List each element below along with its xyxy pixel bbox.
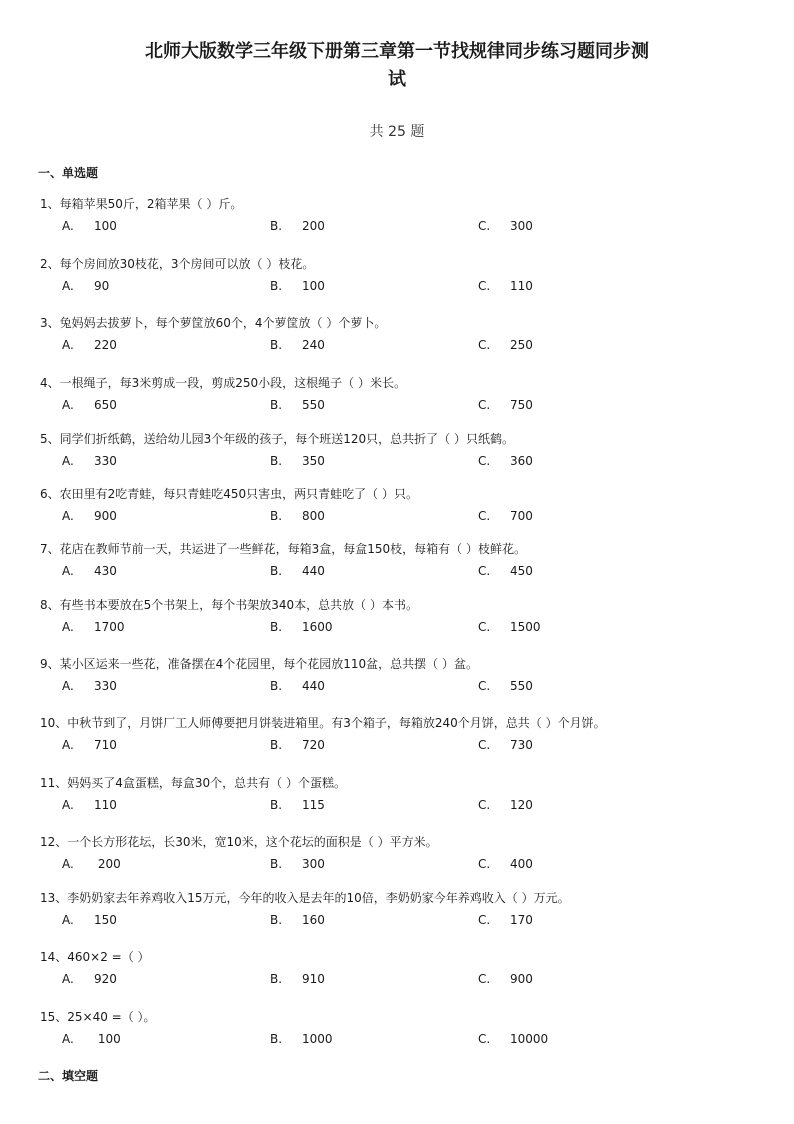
question-stem: 12、一个长方形花坛，长30米，宽10米，这个花坛的面积是（ ）平方米。 [40, 835, 438, 849]
option-b[interactable]: B. 300 [270, 857, 325, 871]
question-item [40, 255, 780, 305]
question-item [40, 430, 780, 480]
option-a[interactable]: A. 430 [62, 564, 117, 578]
option-a[interactable]: A. 330 [62, 454, 117, 468]
option-c-value: 730 [510, 738, 533, 752]
option-b-value: 720 [302, 738, 325, 752]
option-b[interactable]: B. 550 [270, 398, 325, 412]
question-stem: 1、每箱苹果50斤，2箱苹果（ ）斤。 [40, 197, 243, 211]
option-a[interactable]: A. 100 [62, 1032, 121, 1046]
option-b-value: 300 [302, 857, 325, 871]
question-stem: 11、妈妈买了4盒蛋糕，每盒30个，总共有（ ）个蛋糕。 [40, 776, 346, 790]
question-stem: 9、某小区运来一些花，准备摆在4个花园里，每个花园放110盆，总共摆（ ）盆。 [40, 657, 478, 671]
option-a-value: 430 [94, 564, 117, 578]
question-stem: 14、460×2 =（ ） [40, 950, 150, 964]
question-item [40, 314, 780, 364]
option-a[interactable]: A. 650 [62, 398, 117, 412]
option-b-value: 800 [302, 509, 325, 523]
option-b-value: 100 [302, 279, 325, 293]
question-stem: 10、中秋节到了，月饼厂工人师傅要把月饼装进箱里。有3个箱子，每箱放240个月饼，总共（ ）个月饼。 [40, 716, 606, 730]
option-a-value: 150 [94, 913, 117, 927]
option-a-value: 220 [94, 338, 117, 352]
option-c[interactable]: C. 730 [478, 738, 533, 752]
question-item [40, 485, 780, 535]
page-title-line1: 北师大版数学三年级下册第三章第一节找规律同步练习题同步测 [145, 41, 649, 62]
option-b[interactable]: B. 200 [270, 219, 325, 233]
option-c-value: 900 [510, 972, 533, 986]
option-a-value: 1700 [94, 620, 125, 634]
option-b[interactable]: B. 350 [270, 454, 325, 468]
question-stem: 6、农田里有2吃青蛙，每只青蛙吃450只害虫，两只青蛙吃了（ ）只。 [40, 487, 418, 501]
option-b-value: 350 [302, 454, 325, 468]
option-c[interactable]: C. 550 [478, 679, 533, 693]
option-c-value: 450 [510, 564, 533, 578]
option-b[interactable]: B. 440 [270, 564, 325, 578]
option-b-value: 200 [302, 219, 325, 233]
option-c[interactable]: C. 1500 [478, 620, 541, 634]
option-a-value: 200 [94, 857, 121, 871]
option-a-value: 330 [94, 679, 117, 693]
option-a[interactable]: A. 920 [62, 972, 117, 986]
option-a[interactable]: A. 900 [62, 509, 117, 523]
question-stem: 13、李奶奶家去年养鸡收入15万元，今年的收入是去年的10倍，李奶奶家今年养鸡收入（ ）万元。 [40, 891, 570, 905]
option-c[interactable]: C. 170 [478, 913, 533, 927]
question-stem: 2、每个房间放30枝花，3个房间可以放（ ）枝花。 [40, 257, 315, 271]
option-b-value: 1000 [302, 1032, 333, 1046]
option-c-value: 750 [510, 398, 533, 412]
option-a-value: 100 [94, 1032, 121, 1046]
option-c-value: 170 [510, 913, 533, 927]
option-b[interactable]: B. 1600 [270, 620, 333, 634]
option-c-value: 360 [510, 454, 533, 468]
question-stem: 15、25×40 =（ ）。 [40, 1010, 156, 1024]
page-title-line2: 试 [388, 69, 406, 90]
question-item [40, 774, 780, 824]
option-c-value: 120 [510, 798, 533, 812]
option-c[interactable]: C. 750 [478, 398, 533, 412]
option-a-value: 100 [94, 219, 117, 233]
question-item [40, 948, 780, 998]
section-heading-single-choice: 一、单选题 [38, 166, 99, 180]
option-b-value: 240 [302, 338, 325, 352]
option-b[interactable]: B. 1000 [270, 1032, 333, 1046]
option-c[interactable]: C. 400 [478, 857, 533, 871]
option-c-value: 110 [510, 279, 533, 293]
option-c[interactable]: C. 450 [478, 564, 533, 578]
question-item [40, 195, 780, 245]
question-stem: 4、一根绳子，每3米剪成一段，剪成250小段，这根绳子（ ）米长。 [40, 376, 406, 390]
option-c-value: 300 [510, 219, 533, 233]
option-a-value: 650 [94, 398, 117, 412]
question-item [40, 540, 780, 590]
question-stem: 8、有些书本要放在5个书架上，每个书架放340本，总共放（ ）本书。 [40, 598, 418, 612]
option-b[interactable]: B. 910 [270, 972, 325, 986]
question-item [40, 889, 780, 939]
option-b-value: 440 [302, 679, 325, 693]
option-c-value: 250 [510, 338, 533, 352]
option-c-value: 700 [510, 509, 533, 523]
option-c-value: 1500 [510, 620, 541, 634]
option-a-value: 90 [94, 279, 110, 293]
option-b-value: 910 [302, 972, 325, 986]
option-c[interactable]: C. 10000 [478, 1032, 549, 1046]
question-stem: 3、兔妈妈去拔萝卜，每个萝筐放60个，4个萝筐放（ ）个萝卜。 [40, 316, 387, 330]
option-a[interactable]: A. 90 [62, 279, 110, 293]
question-stem: 5、同学们折纸鹤，送给幼儿园3个年级的孩子，每个班送120只，总共折了（ ）只纸鹤。 [40, 432, 514, 446]
section-heading-fill-in: 二、填空题 [38, 1069, 99, 1083]
question-item [40, 596, 780, 646]
question-count: 共 25 题 [369, 124, 425, 140]
option-c[interactable]: C. 110 [478, 279, 533, 293]
option-c-value: 400 [510, 857, 533, 871]
question-item [40, 714, 780, 764]
option-a[interactable]: A. 220 [62, 338, 117, 352]
option-a[interactable]: A. 330 [62, 679, 117, 693]
option-b-value: 550 [302, 398, 325, 412]
option-b[interactable]: B. 800 [270, 509, 325, 523]
option-c[interactable]: C. 250 [478, 338, 533, 352]
option-a[interactable]: A. 710 [62, 738, 117, 752]
option-c[interactable]: C. 700 [478, 509, 533, 523]
option-c[interactable]: C. 120 [478, 798, 533, 812]
option-b[interactable]: B. 100 [270, 279, 325, 293]
option-b-value: 160 [302, 913, 325, 927]
option-b[interactable]: B. 440 [270, 679, 325, 693]
option-b[interactable]: B. 115 [270, 798, 325, 812]
option-a-value: 920 [94, 972, 117, 986]
option-c[interactable]: C. 300 [478, 219, 533, 233]
option-a[interactable]: A. 200 [62, 857, 121, 871]
question-item [40, 374, 780, 424]
question-item [40, 655, 780, 705]
option-b-value: 115 [302, 798, 325, 812]
option-c[interactable]: C. 900 [478, 972, 533, 986]
option-b[interactable]: B. 720 [270, 738, 325, 752]
option-a[interactable]: A. 110 [62, 798, 117, 812]
question-item [40, 833, 780, 883]
question-stem: 7、花店在教师节前一天，共运进了一些鲜花，每箱3盒，每盒150枝，每箱有（ ）枝鲜花。 [40, 542, 526, 556]
option-a[interactable]: A. 1700 [62, 620, 125, 634]
option-a-value: 110 [94, 798, 117, 812]
option-a-value: 900 [94, 509, 117, 523]
option-c-value: 550 [510, 679, 533, 693]
option-a-value: 330 [94, 454, 117, 468]
option-a[interactable]: A. 150 [62, 913, 117, 927]
question-item [40, 1008, 780, 1058]
option-c-value: 10000 [510, 1032, 549, 1046]
option-a[interactable]: A. 100 [62, 219, 117, 233]
option-b[interactable]: B. 240 [270, 338, 325, 352]
option-b[interactable]: B. 160 [270, 913, 325, 927]
option-b-value: 1600 [302, 620, 333, 634]
page-title [100, 38, 694, 94]
option-b-value: 440 [302, 564, 325, 578]
option-c[interactable]: C. 360 [478, 454, 533, 468]
option-a-value: 710 [94, 738, 117, 752]
